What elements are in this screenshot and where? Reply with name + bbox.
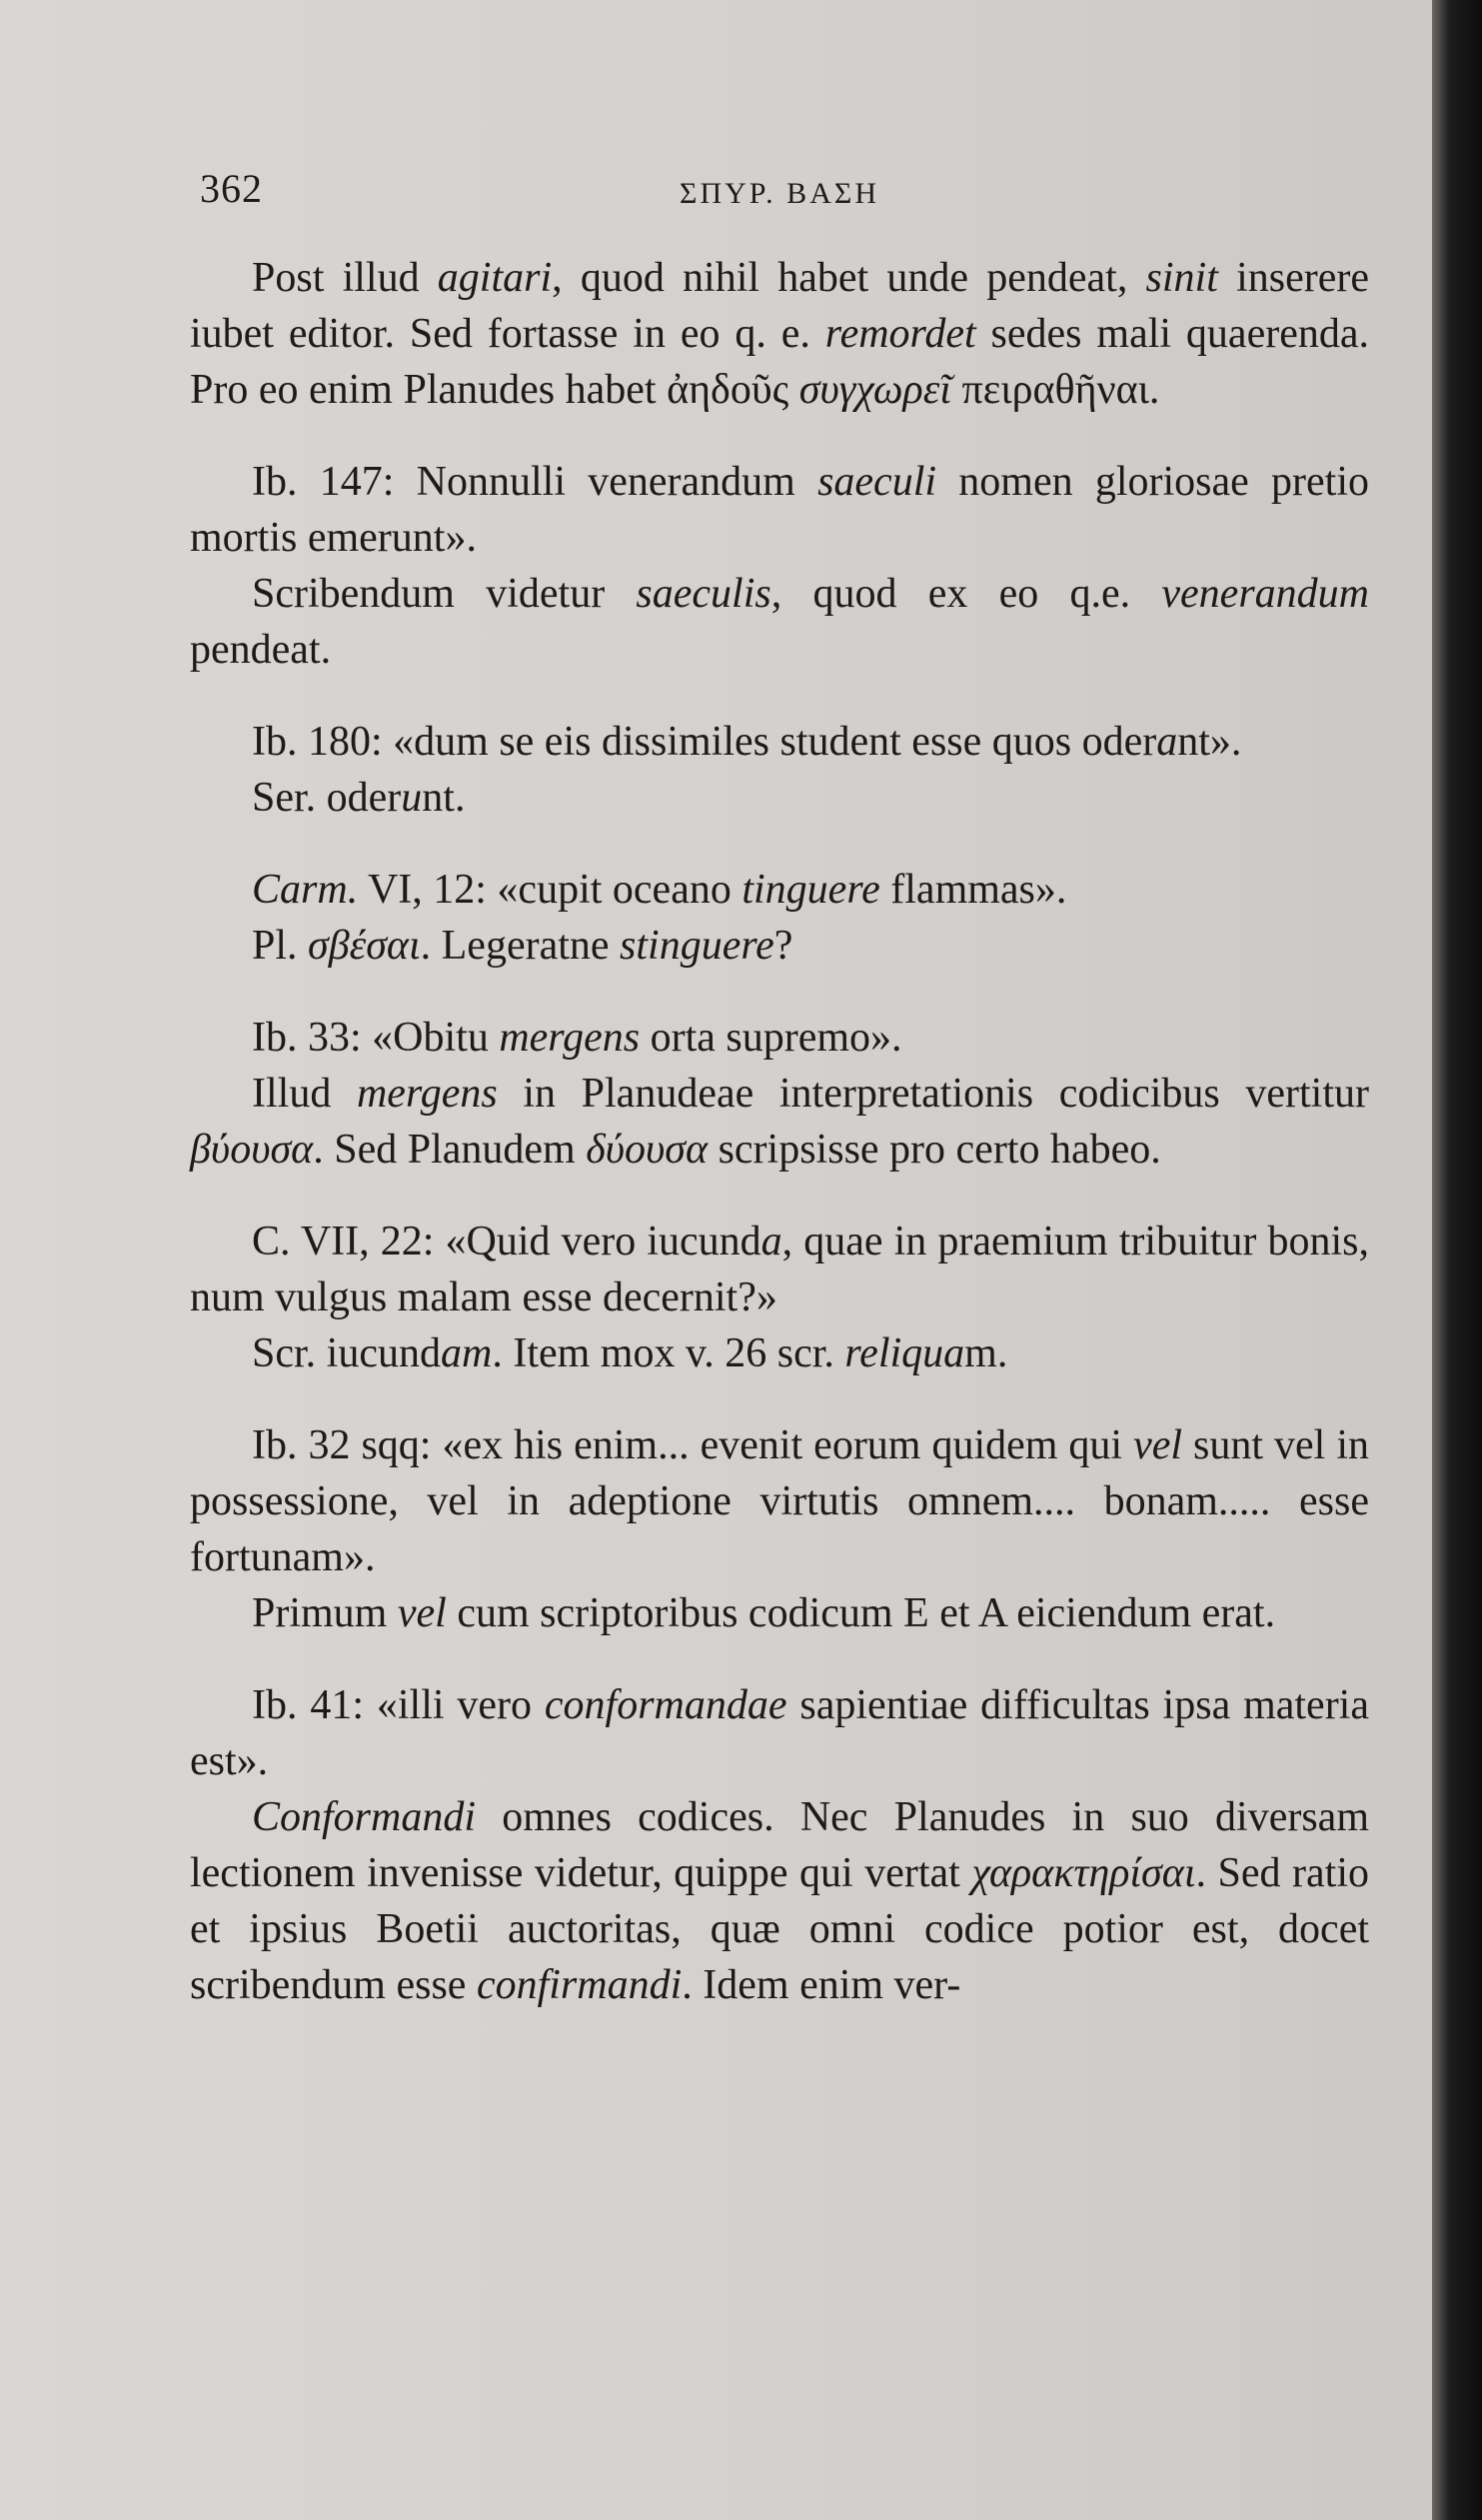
paragraph-p15 (190, 1789, 1369, 2013)
text-run: . Sed ratio et ipsius Boetii auctoritas, quæ omni codice potior est, docet scribendum esse (190, 1850, 1369, 2008)
text-run: . Item mox v. 26 scr. (492, 1330, 845, 1376)
italic-run: u (401, 775, 423, 821)
paragraph-p1 (190, 250, 1369, 418)
paragraph-p5 (190, 770, 1369, 826)
paragraph-p14 (190, 1677, 1369, 1789)
italic-run: am (440, 1330, 493, 1376)
paragraph-p4 (190, 714, 1369, 770)
italic-run: Conformandi (252, 1794, 477, 1840)
italic-run: vel (397, 1590, 447, 1636)
italic-run: χαρακτηρίσαι (971, 1850, 1196, 1896)
text-run: Ib. 32 sqq: «ex his enim... evenit eorum quidem qui (252, 1422, 1134, 1468)
text-run: Ib. 41: «illi vero (252, 1682, 545, 1728)
text-run: Illud (252, 1071, 357, 1117)
text-run: Primum (252, 1590, 398, 1636)
text-run: in Planudeae interpretationis codicibus vertitur (497, 1071, 1370, 1117)
italic-run: saeculi (817, 459, 937, 505)
text-run: Ib. 33: «Obitu (252, 1015, 500, 1061)
italic-run: δύουσα (586, 1127, 709, 1173)
text-run: Ib. 147: Nonnulli venerandum (252, 459, 818, 505)
text-run: flammas». (879, 867, 1067, 913)
text-run: , quae in praemium tribuitur bonis, num vulgus malam esse decernit?» (190, 1219, 1369, 1320)
page-number: 362 (200, 166, 263, 211)
italic-run: tinguere (741, 867, 880, 913)
italic-run: saeculis (636, 571, 771, 617)
text-run: VI, 12: «cupit oceano (358, 867, 742, 913)
text-run: cum scriptoribus codicum E et A eiciendum erat. (446, 1590, 1276, 1636)
book-spine-shadow (1432, 0, 1482, 2520)
paragraph-p8 (190, 1010, 1369, 1066)
paragraph-p10 (190, 1214, 1369, 1325)
text-run: nt». (1177, 719, 1242, 765)
text-run: m. (964, 1330, 1008, 1376)
italic-run: mergens (356, 1071, 498, 1117)
text-run: ? (773, 923, 793, 969)
text-run: Pl. (252, 923, 309, 969)
paragraph-p13 (190, 1585, 1369, 1641)
page-header (200, 165, 1349, 225)
italic-run: vel (1133, 1422, 1183, 1468)
text-run: sapientiae difficultas ipsa materia est». (190, 1682, 1369, 1784)
italic-run: συγχωρεῖ (798, 367, 951, 413)
italic-run: βύουσα (190, 1127, 314, 1173)
paragraph-p12 (190, 1417, 1369, 1585)
italic-run: mergens (499, 1015, 641, 1061)
text-run: πειραθῆναι. (950, 367, 1160, 413)
italic-run: a (1156, 719, 1178, 765)
body-text (190, 250, 1369, 2013)
text-run: nomen gloriosae pretio mortis emerunt». (190, 459, 1369, 561)
text-run: omnes codices. Nec Planudes in suo diversam lectionem invenisse videtur, quippe qui vertat (190, 1794, 1369, 1896)
italic-run: sinit (1145, 255, 1218, 301)
italic-run: reliqua (844, 1330, 965, 1376)
paragraph-p2 (190, 454, 1369, 566)
italic-run: Carm. (252, 867, 359, 913)
italic-run: venerandum (1161, 571, 1369, 617)
italic-run: conformandae (544, 1682, 787, 1728)
text-run: Ser. oder (252, 775, 402, 821)
text-run: Ib. 180: «dum se eis dissimiles student esse quos oder (252, 719, 1157, 765)
paragraph-p6 (190, 862, 1369, 918)
paragraph-p9 (190, 1066, 1369, 1178)
text-run: C. VII, 22: «Quid vero iucund (252, 1219, 761, 1264)
paragraph-p3 (190, 566, 1369, 678)
running-head: ΣΠΥΡ. ΒΑΣΗ (680, 177, 879, 210)
italic-run: σβέσαι (308, 923, 421, 969)
italic-run: confirmandi (476, 1962, 683, 2008)
text-run: sunt vel in possessione, vel in adeptione virtutis omnem.... bonam..... esse fortunam». (190, 1422, 1370, 1580)
italic-run: stinguere (620, 923, 774, 969)
text-run: , quod nihil habet unde pendeat, (552, 255, 1146, 301)
italic-run: a (760, 1219, 782, 1264)
text-run: inserere iubet editor. Sed fortasse in eo q. e. (190, 255, 1369, 357)
text-run: . Idem enim ver- (682, 1962, 961, 2008)
text-run: Scr. iucund (252, 1330, 441, 1376)
italic-run: agitari (437, 255, 553, 301)
text-run: scripsisse pro certo habeo. (708, 1127, 1161, 1173)
text-run: Post illud (252, 255, 438, 301)
paragraph-p7 (190, 918, 1369, 974)
text-run: sedes mali quaerenda. Pro eo enim Planudes habet ἀηδοῦς (190, 311, 1369, 413)
italic-run: remordet (824, 311, 976, 357)
text-run: orta supremo». (640, 1015, 902, 1061)
text-run: , quod ex eo q.e. (770, 571, 1162, 617)
text-run: Scribendum videtur (252, 571, 637, 617)
paragraph-p11 (190, 1325, 1369, 1381)
text-run: nt. (422, 775, 466, 821)
text-run: . Legeratne (420, 923, 621, 969)
text-run: pendeat. (190, 627, 332, 673)
text-run: . Sed Planudem (313, 1127, 587, 1173)
